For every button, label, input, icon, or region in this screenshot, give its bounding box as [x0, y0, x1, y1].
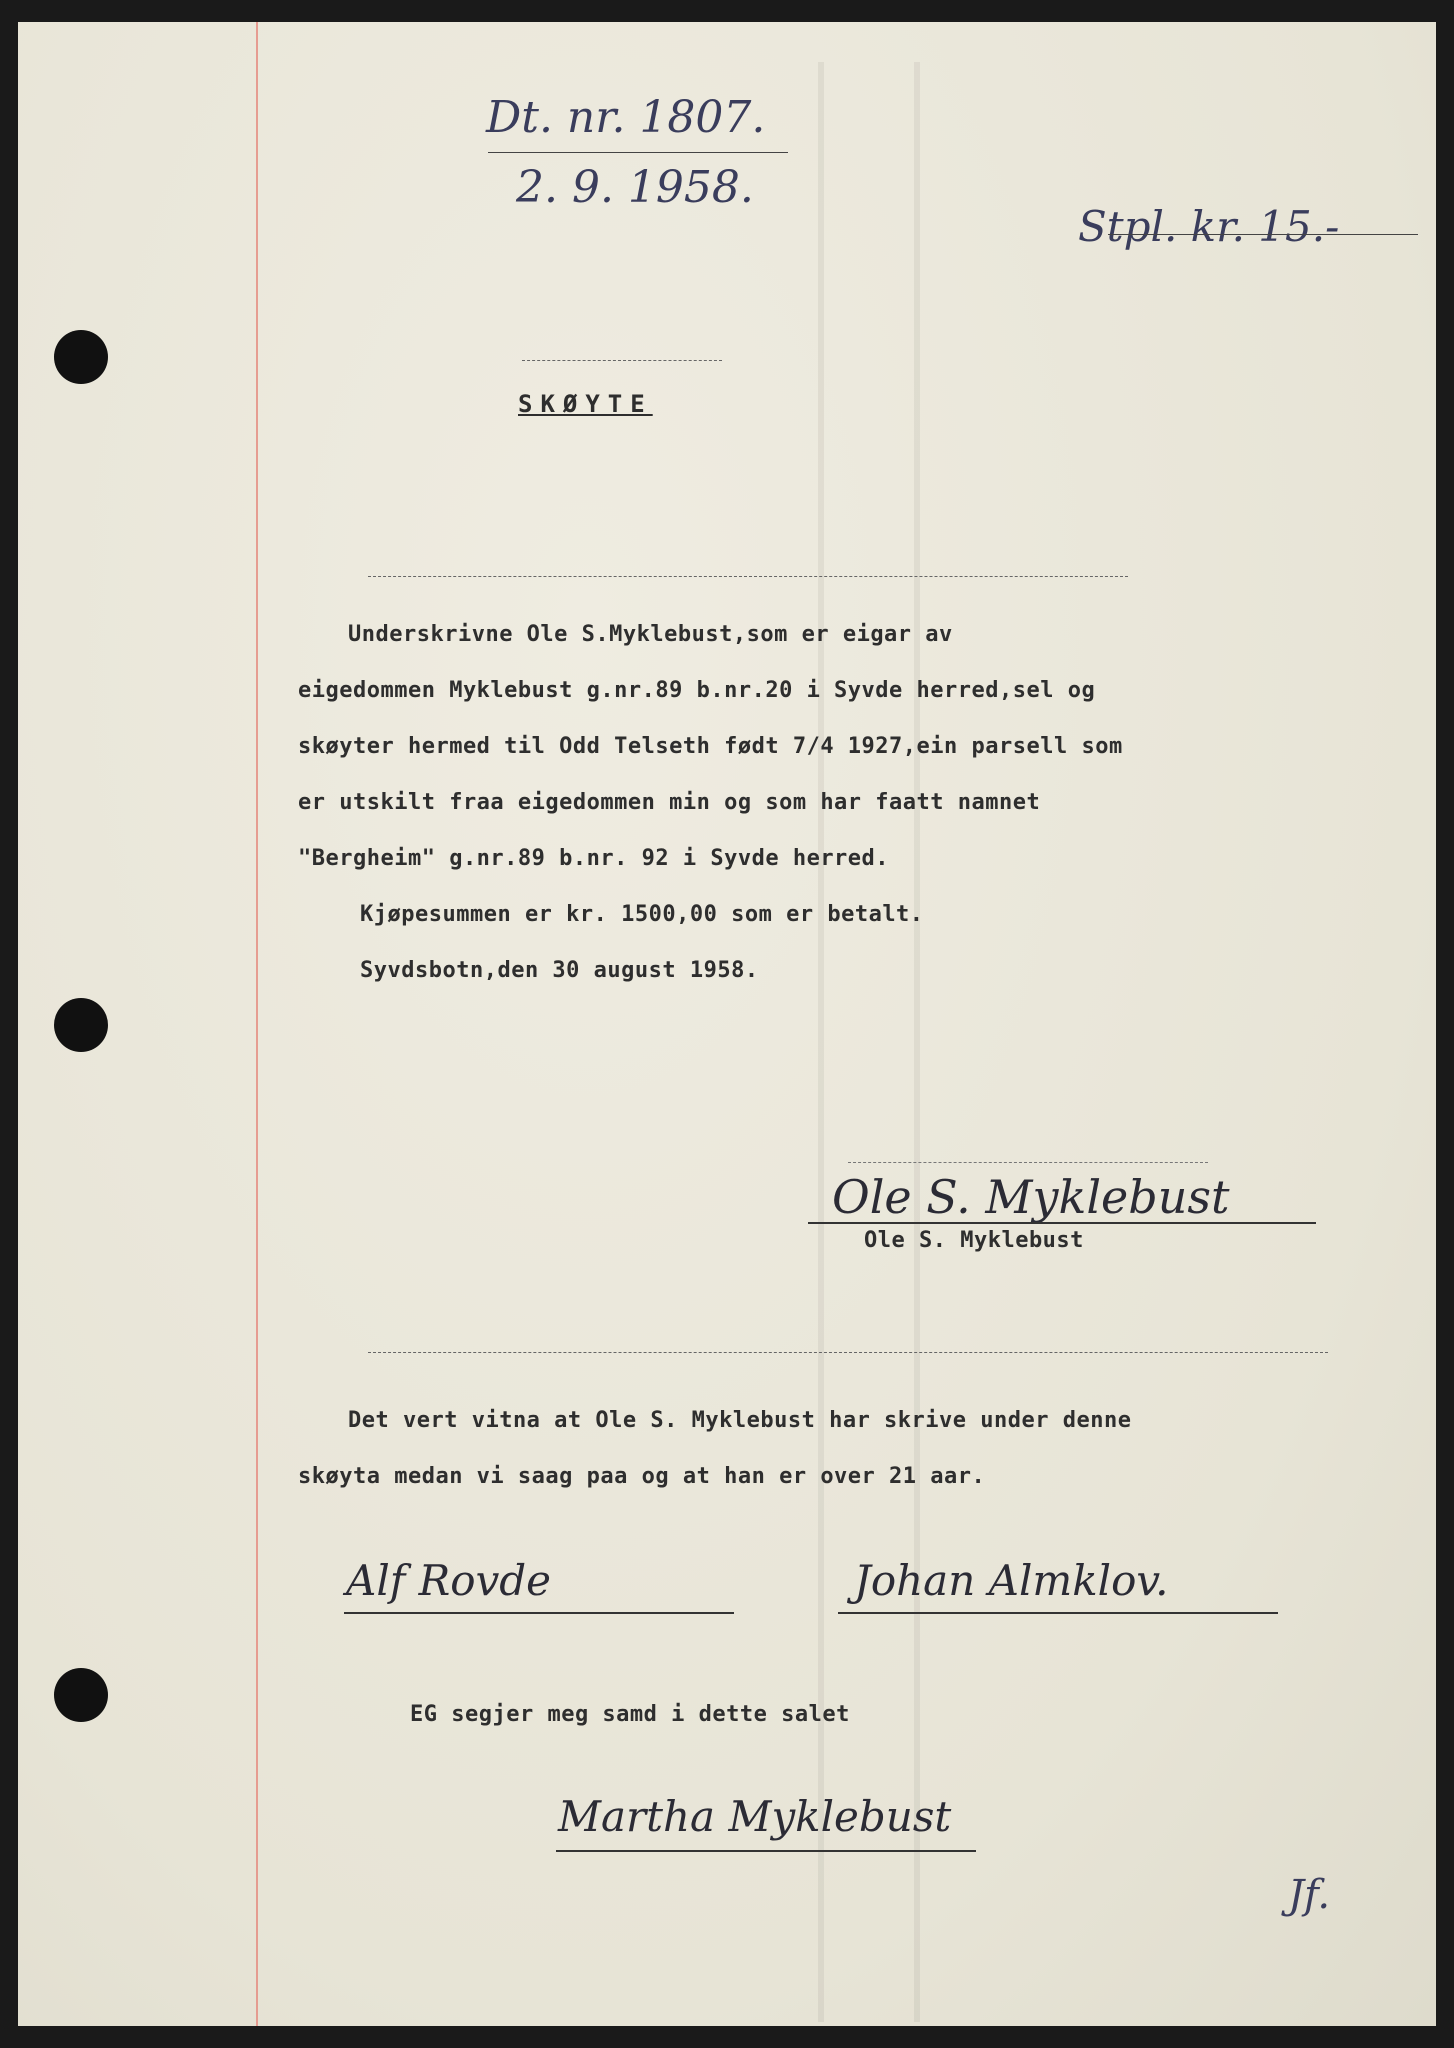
witness1-signature: Alf Rovde	[346, 1556, 552, 1605]
spouse-line	[556, 1850, 976, 1852]
body-line: Syvdsbotn,den 30 august 1958.	[360, 958, 759, 983]
witness2-signature: Johan Almklov.	[854, 1556, 1169, 1605]
body-line: Underskrivne Ole S.Myklebust,som er eigar av	[348, 622, 953, 647]
fee-underline	[1108, 234, 1418, 235]
body-line: eigedommen Myklebust g.nr.89 b.nr.20 i Syvde herred,sel og	[298, 678, 1096, 703]
separator-rule	[368, 576, 1128, 577]
document-page	[18, 22, 1436, 2026]
seller-name: Ole S. Myklebust	[864, 1228, 1084, 1253]
margin-line	[256, 22, 258, 2026]
signature-rule	[848, 1162, 1208, 1163]
body-line: "Bergheim" g.nr.89 b.nr. 92 i Syvde herred.	[298, 846, 890, 871]
stamp-fee: Stpl. kr. 15.-	[1078, 202, 1340, 251]
seller-signature: Ole S. Myklebust	[832, 1170, 1230, 1224]
body-line: er utskilt fraa eigedommen min og som har faatt namnet	[298, 790, 1041, 815]
punch-hole	[54, 330, 108, 384]
witness1-line	[344, 1612, 734, 1614]
body-line: Kjøpesummen er kr. 1500,00 som er betalt.	[360, 902, 924, 927]
watermark	[818, 62, 920, 2022]
consent-line: EG segjer meg samd i dette salet	[410, 1702, 850, 1727]
punch-hole	[54, 998, 108, 1052]
witness-line: Det vert vitna at Ole S. Myklebust har skrive under denne	[348, 1408, 1132, 1433]
body-line: skøyter hermed til Odd Telseth født 7/4 1927,ein parsell som	[298, 734, 1123, 759]
note-number: Dt. nr. 1807.	[486, 92, 766, 143]
note-date: 2. 9. 1958.	[516, 162, 754, 213]
document-title: SKØYTE	[518, 390, 653, 418]
signature-line	[808, 1222, 1316, 1224]
punch-hole	[54, 1668, 108, 1722]
witness-line: skøyta medan vi saag paa og at han er over 21 aar.	[298, 1464, 986, 1489]
note-underline	[488, 152, 788, 153]
separator-rule	[368, 1352, 1328, 1353]
spouse-signature: Martha Myklebust	[558, 1792, 952, 1841]
witness2-line	[838, 1612, 1278, 1614]
title-rule	[522, 360, 722, 361]
initials: Jf.	[1288, 1872, 1331, 1918]
